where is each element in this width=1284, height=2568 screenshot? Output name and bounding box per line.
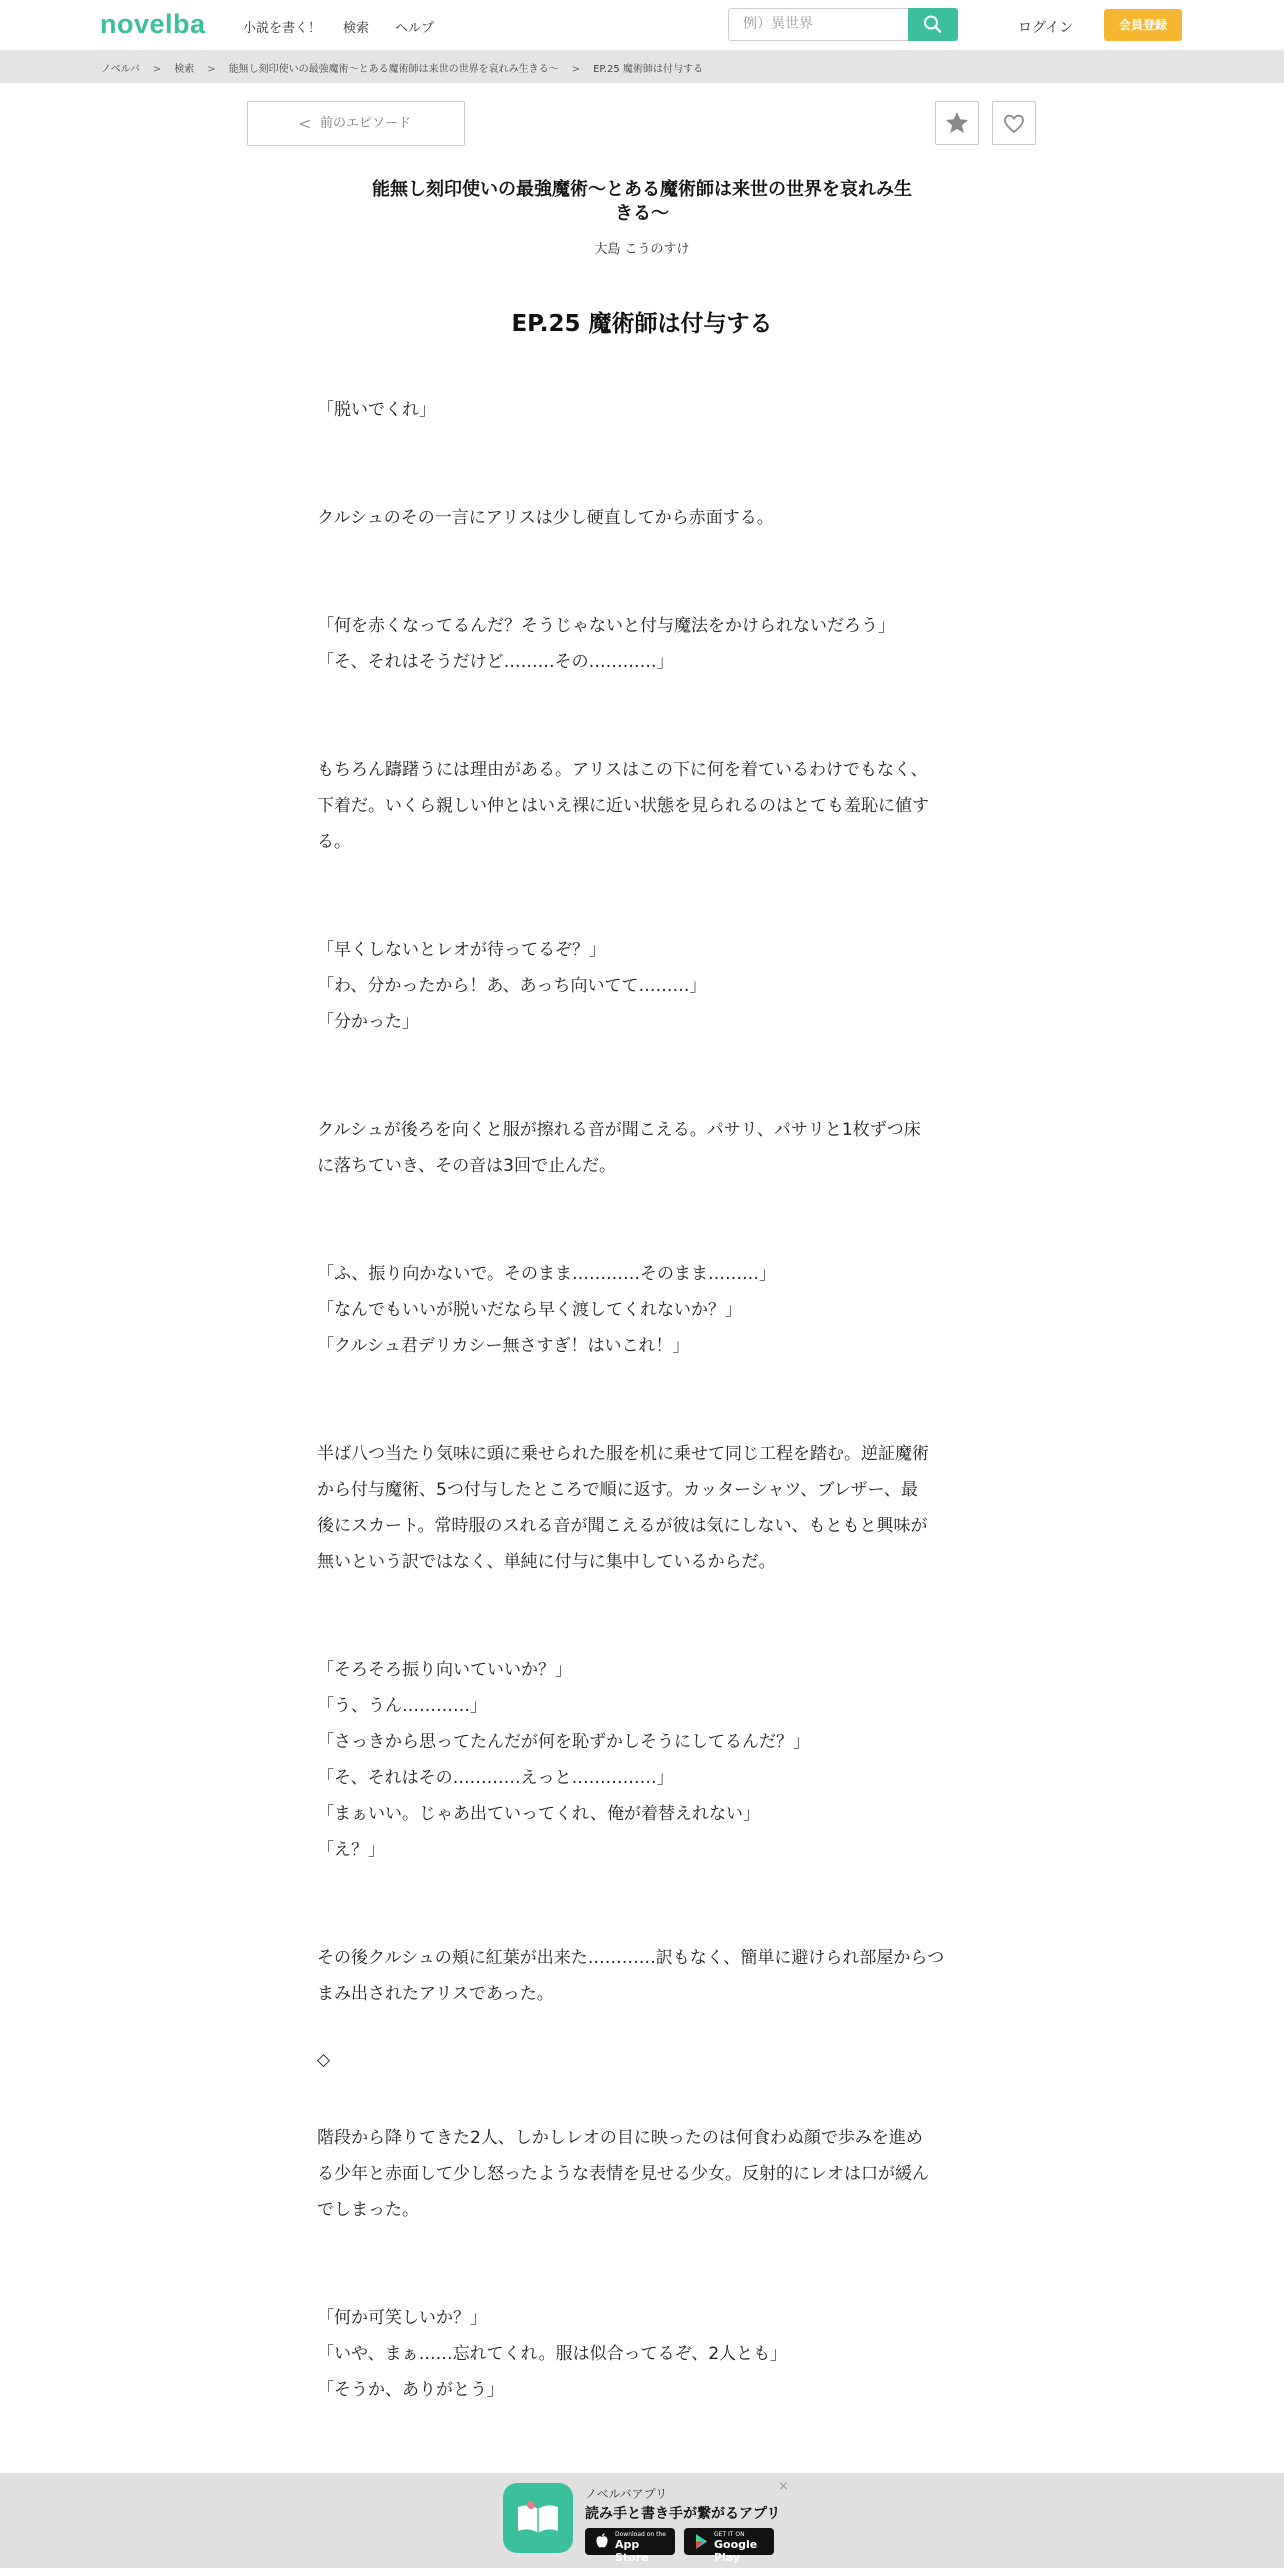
- body-line: 階段から降りてきた2人、しかしレオの目に映ったのは何食わぬ顔で歩みを進め: [317, 2128, 923, 2148]
- body-line: 「クルシュ君デリカシー無さすぎ！はいこれ！」: [317, 1336, 690, 1356]
- breadcrumb-bar: [0, 50, 1284, 83]
- body-line: その後クルシュの頬に紅葉が出来た…………訳もなく、簡単に避けられ部屋からつ: [317, 1948, 945, 1968]
- apple-icon: [589, 2528, 615, 2555]
- breadcrumb-separator: >: [207, 64, 216, 75]
- breadcrumb-separator: >: [571, 64, 581, 75]
- body-line: 「ふ、振り向かないで。そのまま…………そのまま………」: [317, 1264, 776, 1284]
- work-title-line: きる〜: [615, 203, 669, 224]
- app-icon[interactable]: [503, 2483, 573, 2553]
- prev-episode-button[interactable]: [247, 101, 465, 146]
- heart-icon: [993, 102, 1035, 144]
- google-play-button[interactable]: [684, 2528, 774, 2564]
- body-line: 「そ、それはその…………えっと……………」: [317, 1768, 674, 1788]
- body-line: 「う、うん…………」: [317, 1696, 487, 1716]
- body-line: 「何か可笑しいか？」: [317, 2308, 487, 2328]
- app-tagline: 読み手と書き手が繋がるアプリ: [585, 2506, 781, 2522]
- nav-write-novel[interactable]: 小説を書く！: [243, 21, 322, 36]
- site-header: [0, 0, 1284, 50]
- chevron-left-icon: <: [298, 114, 312, 133]
- body-line: 下着だ。いくら親しい仲とはいえ裸に近い状態を見られるのはとても羞恥に値す: [317, 796, 929, 816]
- breadcrumb-home[interactable]: ノベルバ: [101, 64, 140, 75]
- body-line: 後にスカート。常時服のスれる音が聞こえるが彼は気にしない、もともと興味が: [317, 1516, 928, 1536]
- close-icon[interactable]: ×: [778, 2479, 789, 2494]
- body-line: 「そろそろ振り向いていいか？」: [317, 1660, 572, 1680]
- scene-break: ◇: [317, 2050, 331, 2070]
- body-line: る。: [317, 832, 351, 852]
- nav-help[interactable]: ヘルプ: [395, 21, 435, 36]
- like-button[interactable]: [992, 101, 1036, 145]
- body-line: 「なんでもいいが脱いだなら早く渡してくれないか？」: [317, 1300, 742, 1320]
- body-line: 「分かった」: [317, 1012, 419, 1032]
- app-banner: [0, 2473, 1284, 2568]
- body-line: 「何を赤くなってるんだ？そうじゃないと付与魔法をかけられないだろう」: [317, 616, 895, 636]
- app-name: ノベルバアプリ: [585, 2487, 668, 2501]
- work-title[interactable]: [360, 178, 924, 226]
- search-input[interactable]: 例）異世界: [728, 8, 908, 41]
- work-title-line: 能無し刻印使いの最強魔術〜とある魔術師は来世の世界を哀れみ生: [372, 179, 912, 200]
- body-line: でしまった。: [317, 2200, 419, 2220]
- body-line: クルシュのその一言にアリスは少し硬直してから赤面する。: [317, 508, 774, 528]
- app-store-text: App Store: [615, 2538, 649, 2564]
- app-store-button[interactable]: [585, 2528, 675, 2564]
- body-line: 「そうか、ありがとう」: [317, 2380, 504, 2400]
- body-line: る少年と赤面して少し怒ったような表情を見せる少女。反射的にレオは口が緩ん: [317, 2164, 929, 2184]
- body-line: 無いという訳ではなく、単純に付与に集中しているからだ。: [317, 1552, 776, 1572]
- body-line: に落ちていき、その音は3回で止んだ。: [317, 1156, 616, 1176]
- body-line: まみ出されたアリスであった。: [317, 1984, 554, 2004]
- breadcrumb-search[interactable]: 検索: [174, 64, 195, 75]
- google-play-small-text: GET IT ON: [714, 2531, 745, 2538]
- breadcrumb-separator: >: [152, 64, 162, 75]
- site-logo[interactable]: novelba: [100, 9, 206, 39]
- favorite-button[interactable]: [935, 101, 979, 145]
- body-line: 「わ、分かったから！あ、あっち向いてて………」: [317, 976, 707, 996]
- body-line: 「脱いでくれ」: [317, 400, 436, 420]
- nav-search[interactable]: 検索: [343, 21, 370, 36]
- body-line: 半ば八つ当たり気味に頭に乗せられた服を机に乗せて同じ工程を踏む。逆証魔術: [317, 1444, 929, 1464]
- breadcrumb-episode: EP.25 魔術師は付与する: [593, 64, 703, 75]
- body-line: 「まぁいい。じゃあ出ていってくれ、俺が着替えれない」: [317, 1804, 761, 1824]
- prev-episode-label: 前のエピソード: [320, 116, 412, 131]
- body-line: 「さっきから思ってたんだが何を恥ずかしそうにしてるんだ？」: [317, 1732, 810, 1752]
- author-name[interactable]: 大島 こうのすけ: [594, 242, 690, 257]
- body-line: 「え？」: [317, 1840, 385, 1860]
- breadcrumb: [101, 60, 703, 75]
- app-store-small-text: Download on the: [615, 2531, 666, 2538]
- breadcrumb-work[interactable]: 能無し刻印使いの最強魔術〜とある魔術師は来世の世界を哀れみ生きる〜: [228, 64, 559, 75]
- search-button[interactable]: [908, 8, 958, 41]
- star-icon: [936, 102, 978, 144]
- login-link[interactable]: ログイン: [1018, 20, 1074, 36]
- google-play-text: Google Play: [714, 2538, 758, 2564]
- body-line: から付与魔術、5つ付与したところで順に返す。カッターシャツ、ブレザー、最: [317, 1480, 918, 1500]
- search-icon: [908, 8, 958, 41]
- body-line: 「早くしないとレオが待ってるぞ？」: [317, 940, 606, 960]
- book-icon: [503, 2483, 573, 2553]
- episode-title: EP.25 魔術師は付与する: [511, 311, 773, 337]
- register-button[interactable]: 会員登録: [1104, 9, 1182, 41]
- google-play-icon: [688, 2528, 714, 2555]
- body-line: もちろん躊躇うには理由がある。アリスはこの下に何を着ているわけでもなく、: [317, 760, 928, 780]
- body-line: クルシュが後ろを向くと服が擦れる音が聞こえる。パサリ、パサリと1枚ずつ床: [317, 1120, 921, 1140]
- body-line: 「いや、まぁ……忘れてくれ。服は似合ってるぞ、2人とも」: [317, 2344, 788, 2364]
- body-line: 「そ、それはそうだけど………その…………」: [317, 652, 674, 672]
